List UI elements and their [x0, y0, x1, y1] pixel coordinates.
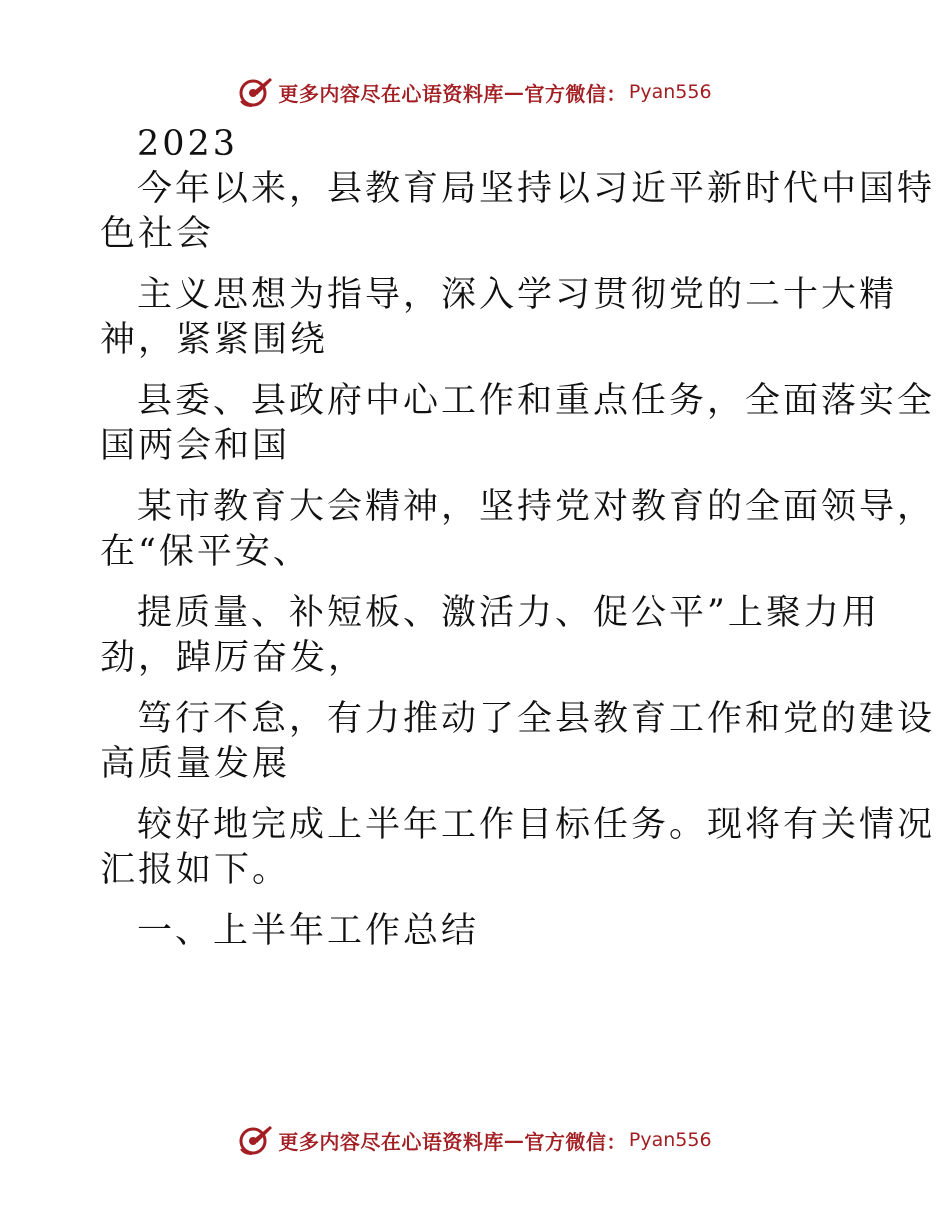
header-banner	[0, 72, 950, 112]
body-line: 神，紧紧围绕	[100, 320, 329, 360]
body-line: 主义思想为指导，深入学习贯彻党的二十大精	[137, 275, 898, 315]
header-wechat-id: Pyan556	[628, 81, 712, 103]
footer-banner	[0, 1120, 950, 1160]
body-line: 高质量发展	[100, 744, 291, 784]
body-line: 笃行不怠，有力推动了全县教育工作和党的建设	[137, 699, 936, 739]
header-separator: —	[503, 80, 525, 104]
body-line: 今年以来，县教育局坚持以习近平新时代中国特	[137, 169, 936, 209]
footer-separator: —	[503, 1128, 525, 1152]
footer-brand-text: 更多内容尽在心语资料库	[278, 1129, 504, 1154]
footer-wechat-label: 官方微信：	[524, 1129, 627, 1154]
footer-wechat-id: Pyan556	[628, 1129, 712, 1151]
body-line: 较好地完成上半年工作目标任务。现将有关情况	[137, 805, 936, 845]
body-line: 汇报如下。	[100, 850, 291, 890]
document-body	[100, 122, 936, 954]
body-line: 提质量、补短板、激活力、促公平”上聚力用	[137, 593, 880, 633]
header-wechat-label: 官方微信：	[524, 81, 627, 106]
body-line-year: 2023	[137, 124, 239, 164]
body-line: 县委、县政府中心工作和重点任务，全面落实全	[137, 381, 936, 421]
body-line: 劲，踔厉奋发，	[100, 638, 367, 678]
body-line: 在“保平安、	[100, 532, 311, 572]
body-line: 色社会	[100, 214, 215, 254]
section-heading: 一、上半年工作总结	[137, 911, 480, 951]
pen-nib-logo-icon	[238, 1123, 274, 1157]
header-brand-text: 更多内容尽在心语资料库	[278, 81, 504, 106]
body-line: 某市教育大会精神，坚持党对教育的全面领导，	[137, 487, 936, 527]
pen-nib-logo-icon	[238, 75, 274, 109]
body-line: 国两会和国	[100, 426, 291, 466]
